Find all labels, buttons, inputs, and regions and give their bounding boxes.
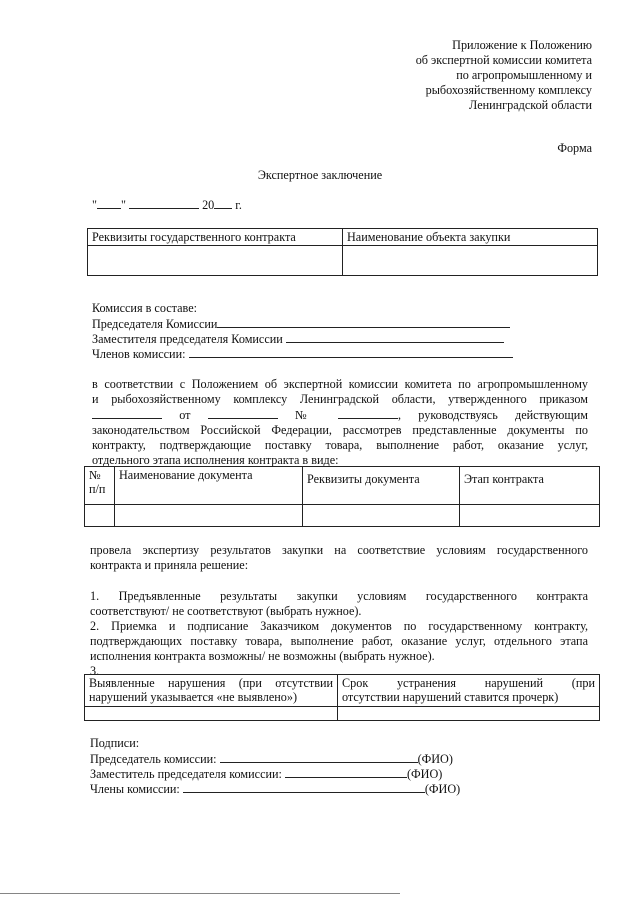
date-quote-open: " <box>92 198 97 212</box>
item-1-line-1: 1. Предъявленные результаты закупки условиям государственного контракта <box>90 589 588 603</box>
contract-table <box>87 228 598 276</box>
header-line-2: об экспертной комиссии комитета <box>415 53 592 67</box>
order-date2-blank[interactable] <box>208 407 278 419</box>
purchase-object-cell[interactable] <box>343 246 598 276</box>
contract-stage-cell[interactable] <box>460 505 600 527</box>
document-title: Экспертное заключение <box>257 168 383 182</box>
intro-line-5: контракту, подтверждающие поставку товара, выполнение работ, оказание услуг, <box>92 438 588 452</box>
documents-table <box>84 466 600 527</box>
commission-chair-blank[interactable] <box>217 316 510 328</box>
signature-deputy-blank[interactable] <box>285 766 407 778</box>
signature-deputy-label: Заместитель председателя комиссии: <box>90 767 282 781</box>
signature-members-blank[interactable] <box>183 781 425 793</box>
commission-deputy-line <box>92 331 504 347</box>
contract-stage-header: Этап контракта <box>460 467 600 505</box>
form-label: Форма <box>557 141 592 155</box>
year-suffix: г. <box>235 198 242 212</box>
deadline-header-line-2: отсутствии нарушений ставится прочерк) <box>342 690 559 704</box>
commission-heading: Комиссия в составе: <box>92 301 197 315</box>
decision-items <box>90 589 588 679</box>
expertise-line-2: контракта и приняла решение: <box>90 558 249 572</box>
deadline-header-line-1: Срок устранения нарушений (при <box>342 676 595 690</box>
commission-chair-label: Председателя Комиссии <box>92 317 218 331</box>
item-2-line-3: исполнения контракта возможны/ не возможны (выбрать нужное). <box>90 649 435 663</box>
scan-artifact-line <box>0 893 400 894</box>
day-blank[interactable] <box>97 197 121 209</box>
signature-deputy-line <box>90 766 442 782</box>
signature-chair-blank[interactable] <box>220 751 418 763</box>
date-line <box>92 197 242 213</box>
intro-no: № <box>294 408 321 422</box>
violations-header <box>85 675 338 707</box>
intro-line-6: отдельного этапа исполнения контракта в виде: <box>92 453 339 467</box>
item-2-line-2: подтверждающих поставку товара, выполнение работ, оказание услуг, отдельного этапа <box>90 634 588 648</box>
intro-paragraph <box>92 377 588 468</box>
intro-ot: от <box>179 408 191 422</box>
commission-chair-line <box>92 316 510 332</box>
expertise-line-1: провела экспертизу результатов закупки на соответствие условиям государственного <box>90 543 588 557</box>
intro-line-3 <box>92 407 588 423</box>
doc-name-cell[interactable] <box>115 505 303 527</box>
year-prefix: 20 <box>202 198 215 212</box>
violations-cell[interactable] <box>85 707 338 721</box>
contract-details-cell[interactable] <box>88 246 343 276</box>
signature-members-line <box>90 781 460 797</box>
signature-chair-fio: (ФИО) <box>417 752 453 766</box>
intro-line-4: законодательством Российской Федерации, рассмотрев представленные документы по <box>92 423 588 437</box>
intro-line-1: в соответствии с Положением об экспертной комиссии комитета по агропромышленному <box>92 377 588 391</box>
doc-details-header: Реквизиты документа <box>303 467 460 505</box>
signature-deputy-fio: (ФИО) <box>406 767 443 781</box>
intro-line-3-end: , руководствуясь действующим <box>398 408 589 422</box>
item-3: 3. <box>90 664 100 678</box>
deadline-header <box>338 675 600 707</box>
doc-details-cell[interactable] <box>303 505 460 527</box>
doc-number-cell[interactable] <box>85 505 115 527</box>
doc-name-header: Наименование документа <box>115 467 303 505</box>
contract-details-header: Реквизиты государственного контракта <box>88 229 343 246</box>
violations-header-line-2: нарушений указывается «не выявлено») <box>89 690 298 704</box>
violations-table <box>84 674 600 721</box>
commission-deputy-label: Заместителя председателя Комиссии <box>92 332 283 346</box>
month-blank[interactable] <box>129 197 199 209</box>
order-date-blank[interactable] <box>92 407 162 419</box>
expertise-paragraph <box>90 543 588 573</box>
commission-members-blank[interactable] <box>189 346 513 358</box>
item-2-line-1: 2. Приемка и подписание Заказчиком документов по государственному контракту, <box>90 619 588 633</box>
signature-members-label: Члены комиссии: <box>90 782 180 796</box>
commission-deputy-blank[interactable] <box>286 331 504 343</box>
order-number-blank[interactable] <box>338 407 398 419</box>
signatures-heading: Подписи: <box>90 736 140 750</box>
signature-members-fio: (ФИО) <box>424 782 461 796</box>
header-block <box>292 38 592 113</box>
purchase-object-header: Наименование объекта закупки <box>343 229 598 246</box>
violations-header-line-1: Выявленные нарушения (при отсутствии <box>89 676 333 690</box>
year-blank[interactable] <box>214 197 232 209</box>
commission-members-label: Членов комиссии: <box>92 347 186 361</box>
signature-chair-line <box>90 751 453 767</box>
doc-number-header: № п/п <box>85 467 115 505</box>
date-quote-close: " <box>120 198 126 212</box>
signature-chair-label: Председатель комиссии: <box>90 752 217 766</box>
header-line-1: Приложение к Положению <box>452 38 592 52</box>
item-1-line-2: соответствуют/ не соответствуют (выбрать нужное). <box>90 604 362 618</box>
deadline-cell[interactable] <box>338 707 600 721</box>
header-line-3: по агропромышленному и <box>456 68 592 82</box>
intro-line-2: и рыбохозяйственному комплексу Ленинградской области, утвержденного приказом <box>92 392 588 406</box>
header-line-5: Ленинградской области <box>469 98 592 112</box>
header-line-4: рыбохозяйственному комплексу <box>425 83 592 97</box>
commission-members-line <box>92 346 513 362</box>
